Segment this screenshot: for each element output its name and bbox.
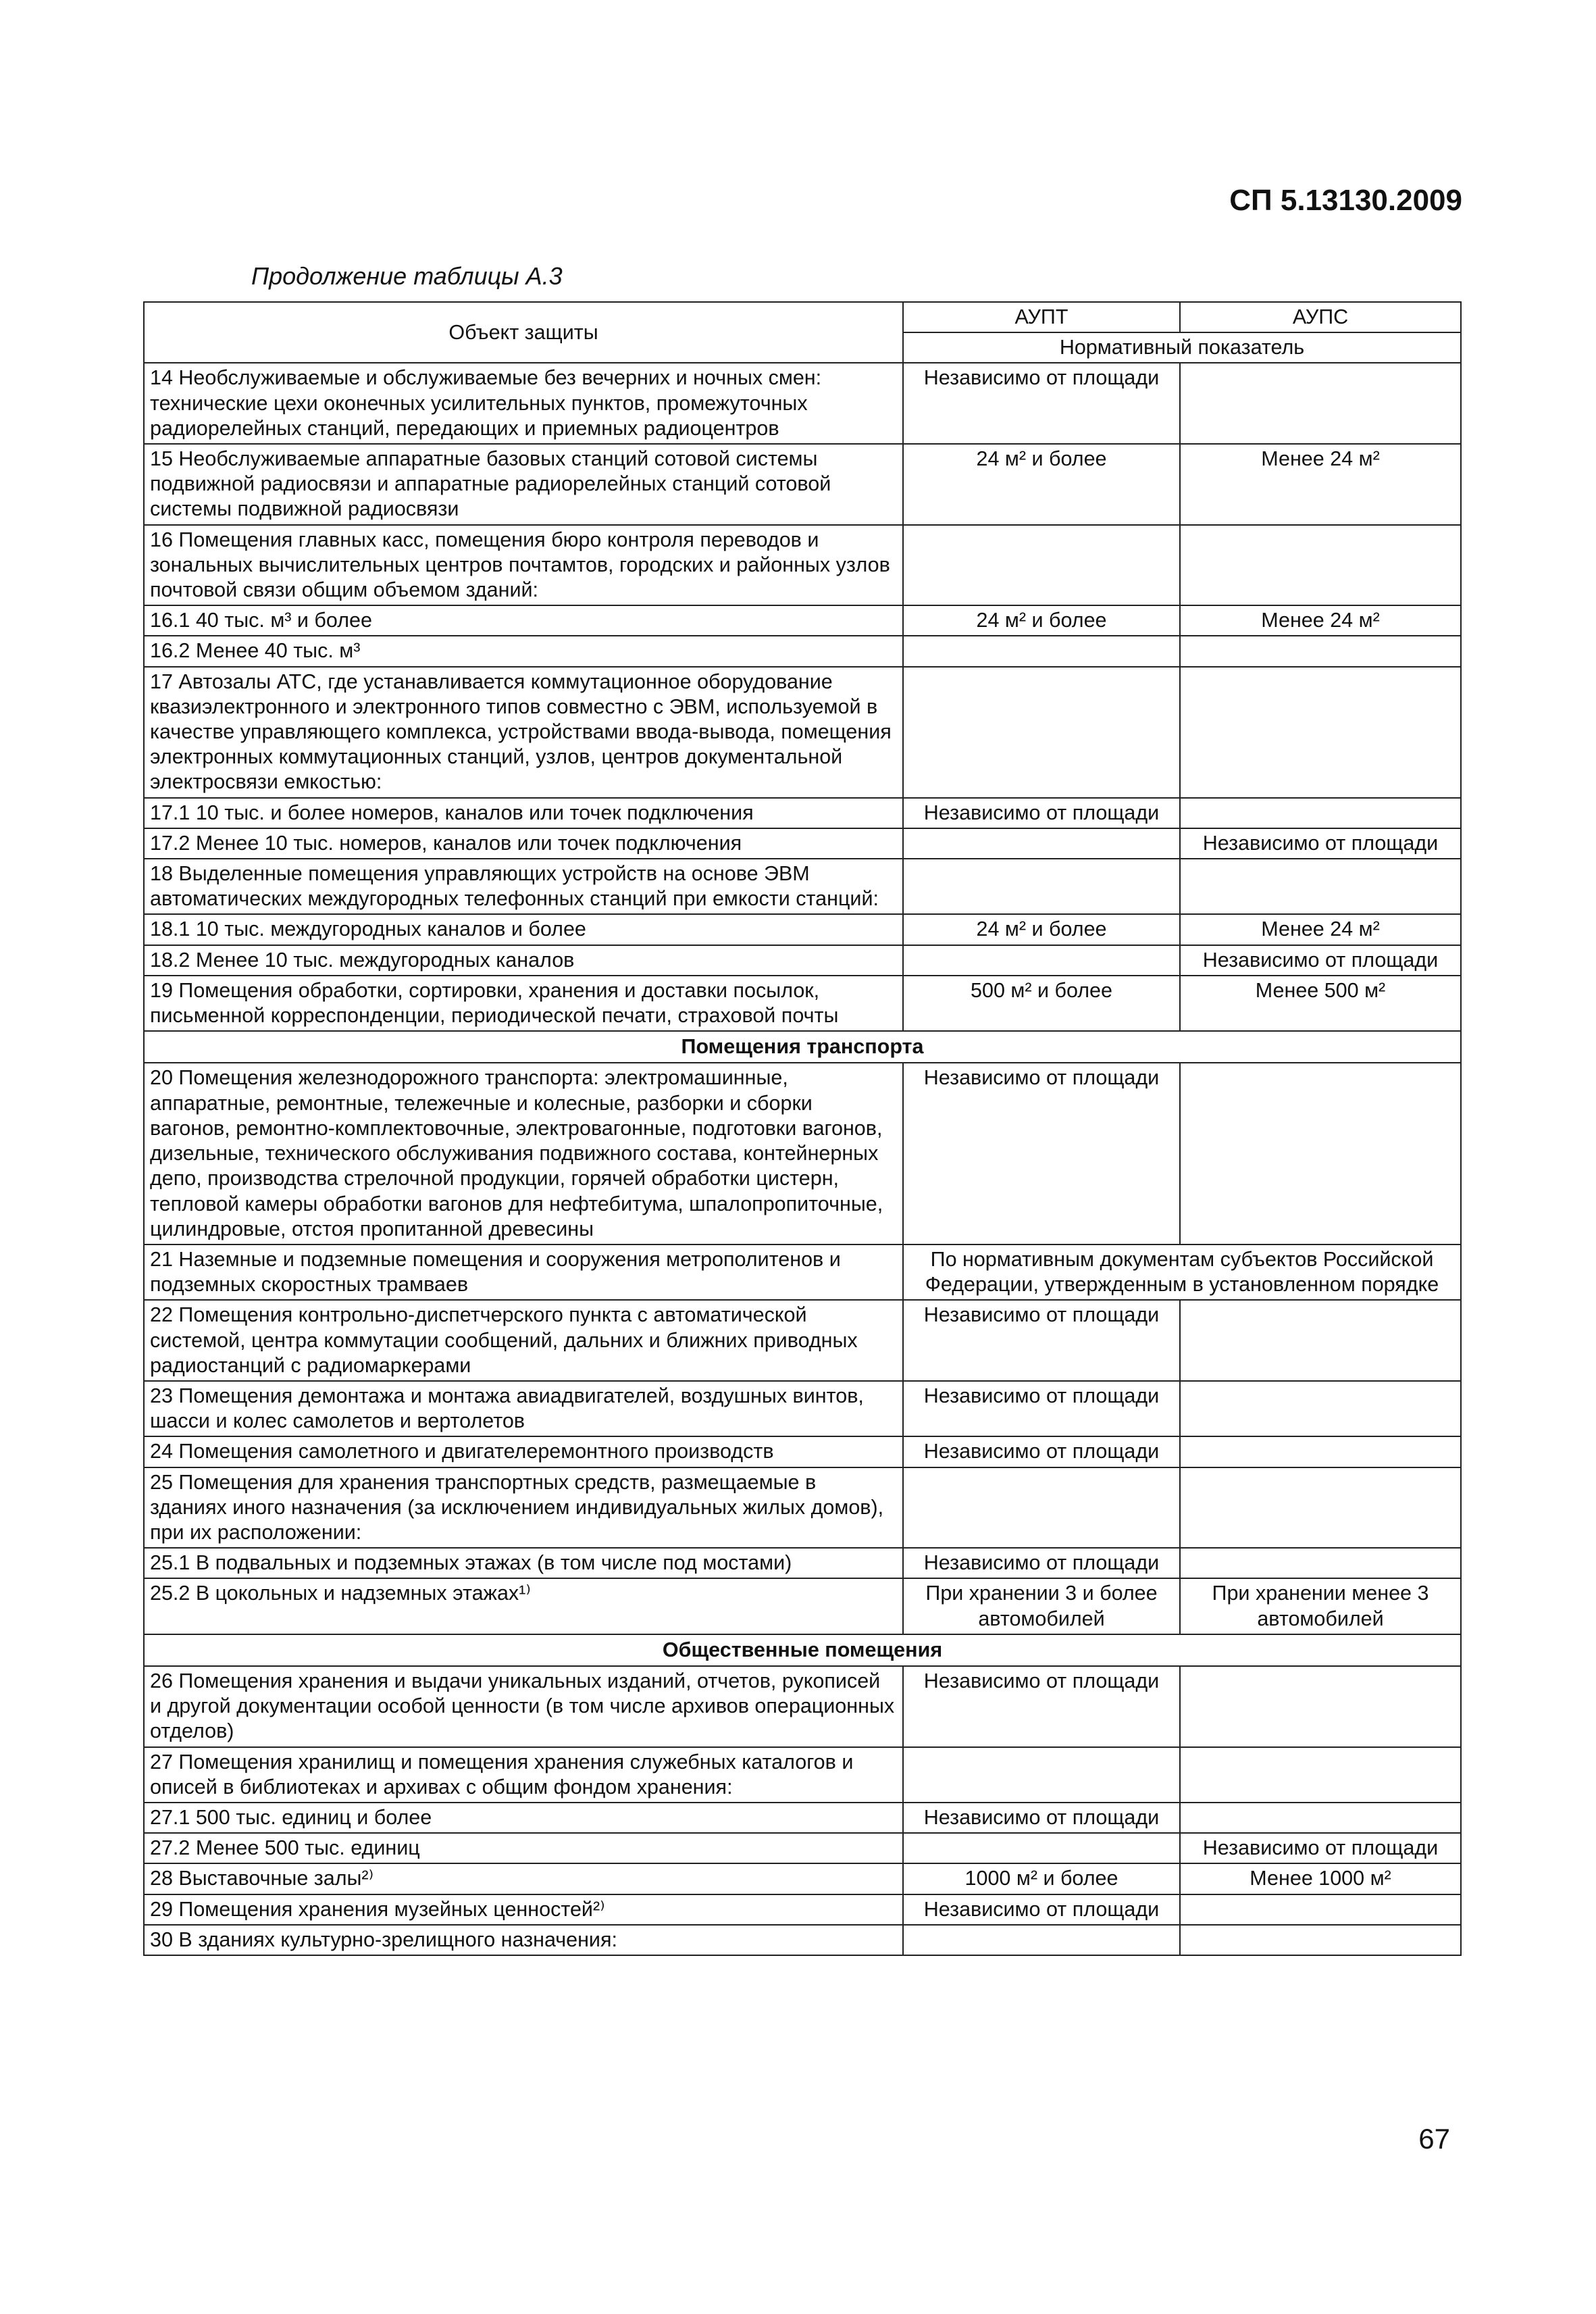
object-cell: 30 В зданиях культурно-зрелищного назначения:: [144, 1925, 903, 1955]
table-row: [144, 605, 1461, 636]
aups-cell: Независимо от площади: [1180, 945, 1461, 976]
aups-cell: [1180, 525, 1461, 606]
aupt-cell: Независимо от площади: [903, 798, 1180, 828]
object-cell: 27 Помещения хранилищ и помещения хранения служебных каталогов и описей в библиотеках и архивах с общим фондом хранения:: [144, 1747, 903, 1803]
aups-cell: Менее 1000 м²: [1180, 1863, 1461, 1894]
table-row: [144, 636, 1461, 666]
section-row: [144, 1031, 1461, 1063]
object-cell: 24 Помещения самолетного и двигателеремонтного производств: [144, 1436, 903, 1467]
header-norm: Нормативный показатель: [903, 332, 1461, 363]
merged-norm-cell: По нормативным документам субъектов Российской Федерации, утвержденным в установленном порядке: [903, 1244, 1461, 1300]
aups-cell: Независимо от площади: [1180, 1833, 1461, 1863]
aupt-cell: Независимо от площади: [903, 1381, 1180, 1436]
table-row: [144, 1381, 1461, 1436]
table-row: [144, 1894, 1461, 1925]
table-row: [144, 444, 1461, 525]
aups-cell: [1180, 798, 1461, 828]
aups-cell: [1180, 1467, 1461, 1549]
table-caption: Продолжение таблицы А.3: [251, 262, 563, 290]
table-row: [144, 945, 1461, 976]
header-aupt: АУПТ: [903, 302, 1180, 332]
table-row: [144, 1747, 1461, 1803]
object-cell: 16 Помещения главных касс, помещения бюро контроля переводов и зональных вычислительных центров почтамтов, городских и районных узлов почтовой связи общим объемом зданий:: [144, 525, 903, 606]
object-cell: 27.1 500 тыс. единиц и более: [144, 1803, 903, 1833]
object-cell: 28 Выставочные залы²⁾: [144, 1863, 903, 1894]
aupt-cell: Независимо от площади: [903, 1436, 1180, 1467]
aups-cell: [1180, 363, 1461, 444]
object-cell: 20 Помещения железнодорожного транспорта: электромашинные, аппаратные, ремонтные, тележечные и колесные, разборки и сборки вагонов, ремонтно-комплектовочные, электровагонные, подготовки вагонов, дизельные, технического обслуживания подвижного состава, контейнерных депо, производства стрелочной продукции, горячей обработки цистерн, тепловой камеры обработки вагонов для нефтебитума, шпалопропиточные, цилиндровые, отстоя пропитанной древесины: [144, 1063, 903, 1244]
aupt-cell: [903, 1925, 1180, 1955]
object-cell: 25.1 В подвальных и подземных этажах (в том числе под мостами): [144, 1548, 903, 1578]
table-row: [144, 1666, 1461, 1747]
table-row: [144, 667, 1461, 798]
aupt-cell: Независимо от площади: [903, 1063, 1180, 1244]
aupt-cell: 1000 м² и более: [903, 1863, 1180, 1894]
object-cell: 15 Необслуживаемые аппаратные базовых станций сотовой системы подвижной радиосвязи и аппаратные радиорелейных станций сотовой системы подвижной радиосвязи: [144, 444, 903, 525]
table-row: [144, 525, 1461, 606]
aups-cell: Менее 24 м²: [1180, 605, 1461, 636]
section-row: [144, 1634, 1461, 1666]
aups-cell: [1180, 1300, 1461, 1381]
aups-cell: При хранении менее 3 автомобилей: [1180, 1578, 1461, 1634]
object-cell: 29 Помещения хранения музейных ценностей²⁾: [144, 1894, 903, 1925]
aupt-cell: [903, 1833, 1180, 1863]
table-row: [144, 1244, 1461, 1300]
object-cell: 26 Помещения хранения и выдачи уникальных изданий, отчетов, рукописей и другой документации особой ценности (в том числе архивов операционных отделов): [144, 1666, 903, 1747]
aupt-cell: Независимо от площади: [903, 1894, 1180, 1925]
section-title: Помещения транспорта: [144, 1031, 1461, 1063]
aupt-cell: Независимо от площади: [903, 1300, 1180, 1381]
header-aups: АУПС: [1180, 302, 1461, 332]
table-row: [144, 1803, 1461, 1833]
object-cell: 18.1 10 тыс. междугородных каналов и более: [144, 914, 903, 945]
aups-cell: Менее 24 м²: [1180, 444, 1461, 525]
table-row: [144, 859, 1461, 914]
aups-cell: Менее 500 м²: [1180, 976, 1461, 1031]
aups-cell: [1180, 1925, 1461, 1955]
table-row: [144, 976, 1461, 1031]
section-title: Общественные помещения: [144, 1634, 1461, 1666]
table-row: [144, 1578, 1461, 1634]
table-row: [144, 1436, 1461, 1467]
object-cell: 22 Помещения контрольно-диспетчерского пункта с автоматической системой, центра коммутации сообщений, дальних и ближних приводных радиостанций с радиомаркерами: [144, 1300, 903, 1381]
aupt-cell: [903, 859, 1180, 914]
aups-cell: [1180, 1747, 1461, 1803]
aupt-cell: [903, 1467, 1180, 1549]
table-row: [144, 1548, 1461, 1578]
object-cell: 19 Помещения обработки, сортировки, хранения и доставки посылок, письменной корреспонденции, периодической печати, страховой почты: [144, 976, 903, 1031]
aupt-cell: [903, 828, 1180, 859]
aupt-cell: 24 м² и более: [903, 605, 1180, 636]
object-cell: 17.1 10 тыс. и более номеров, каналов или точек подключения: [144, 798, 903, 828]
aups-cell: [1180, 636, 1461, 666]
object-cell: 16.2 Менее 40 тыс. м³: [144, 636, 903, 666]
document-code: СП 5.13130.2009: [1229, 184, 1462, 217]
page-number: 67: [1418, 2123, 1450, 2155]
object-cell: 25 Помещения для хранения транспортных средств, размещаемые в зданиях иного назначения (за исключением индивидуальных жилых домов), при их расположении:: [144, 1467, 903, 1549]
aups-cell: [1180, 1666, 1461, 1747]
aups-cell: Независимо от площади: [1180, 828, 1461, 859]
aups-cell: Менее 24 м²: [1180, 914, 1461, 945]
table-row: [144, 914, 1461, 945]
aupt-cell: Независимо от площади: [903, 1666, 1180, 1747]
aupt-cell: [903, 945, 1180, 976]
aupt-cell: Независимо от площади: [903, 363, 1180, 444]
aupt-cell: Независимо от площади: [903, 1548, 1180, 1578]
table-row: [144, 1863, 1461, 1894]
object-cell: 16.1 40 тыс. м³ и более: [144, 605, 903, 636]
aups-cell: [1180, 1063, 1461, 1244]
table-row: [144, 828, 1461, 859]
aupt-cell: [903, 667, 1180, 798]
table-row: [144, 798, 1461, 828]
aupt-cell: Независимо от площади: [903, 1803, 1180, 1833]
object-cell: 23 Помещения демонтажа и монтажа авиадвигателей, воздушных винтов, шасси и колес самолетов и вертолетов: [144, 1381, 903, 1436]
object-cell: 18 Выделенные помещения управляющих устройств на основе ЭВМ автоматических междугородных телефонных станций при емкости станций:: [144, 859, 903, 914]
aups-cell: [1180, 859, 1461, 914]
object-cell: 18.2 Менее 10 тыс. междугородных каналов: [144, 945, 903, 976]
aupt-cell: 500 м² и более: [903, 976, 1180, 1031]
object-cell: 17.2 Менее 10 тыс. номеров, каналов или точек подключения: [144, 828, 903, 859]
table-row: [144, 1925, 1461, 1955]
aups-cell: [1180, 667, 1461, 798]
aups-cell: [1180, 1548, 1461, 1578]
table-row: [144, 363, 1461, 444]
header-row: [144, 302, 1461, 332]
table-row: [144, 1833, 1461, 1863]
object-cell: 27.2 Менее 500 тыс. единиц: [144, 1833, 903, 1863]
aups-cell: [1180, 1436, 1461, 1467]
aupt-cell: [903, 636, 1180, 666]
aupt-cell: [903, 525, 1180, 606]
aupt-cell: При хранении 3 и более автомобилей: [903, 1578, 1180, 1634]
aupt-cell: [903, 1747, 1180, 1803]
object-cell: 14 Необслуживаемые и обслуживаемые без вечерних и ночных смен: технические цехи оконечных усилительных пунктов, промежуточных радиорелейных станций, передающих и приемных радиоцентров: [144, 363, 903, 444]
aups-cell: [1180, 1894, 1461, 1925]
aupt-cell: 24 м² и более: [903, 444, 1180, 525]
aups-cell: [1180, 1803, 1461, 1833]
object-cell: 17 Автозалы АТС, где устанавливается коммутационное оборудование квазиэлектронного и электронного типов совместно с ЭВМ, используемой в качестве управляющего комплекса, устройствами ввода-вывода, помещения электронных коммутационных станций, узлов, центров документальной электросвязи емкостью:: [144, 667, 903, 798]
aupt-cell: 24 м² и более: [903, 914, 1180, 945]
header-object: Объект защиты: [144, 302, 903, 363]
object-cell: 21 Наземные и подземные помещения и сооружения метрополитенов и подземных скоростных трамваев: [144, 1244, 903, 1300]
table-row: [144, 1300, 1461, 1381]
table-row: [144, 1467, 1461, 1549]
object-cell: 25.2 В цокольных и надземных этажах¹⁾: [144, 1578, 903, 1634]
aups-cell: [1180, 1381, 1461, 1436]
norms-table: [143, 301, 1462, 1956]
table-row: [144, 1063, 1461, 1244]
